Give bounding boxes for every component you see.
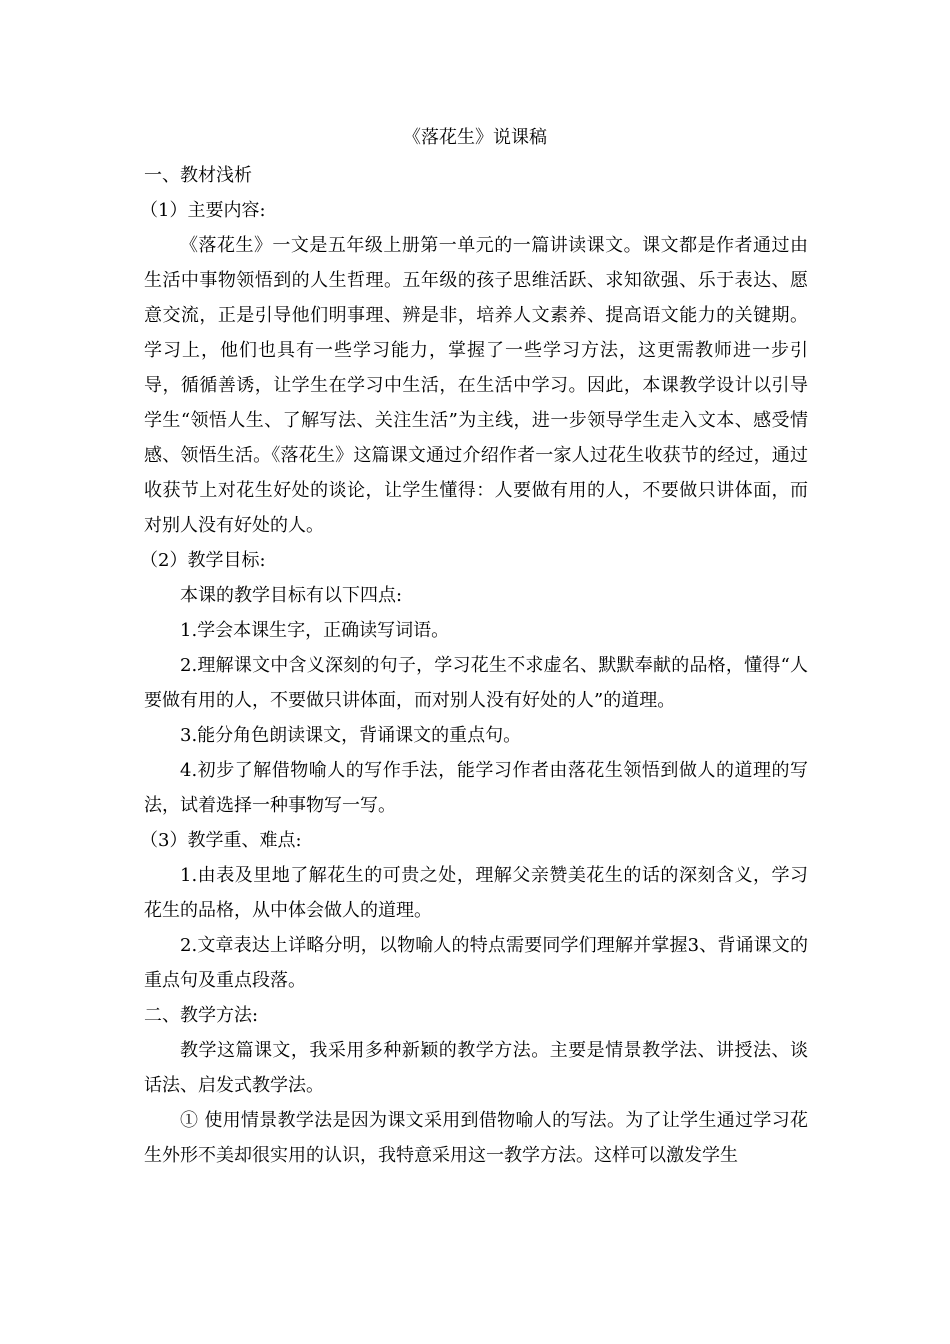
teaching-goal-item: 4.初步了解借物喻人的写作手法，能学习作者由落花生领悟到做人的道理的写法，试着选择一种事物写一写。 [144,760,808,816]
main-content-paragraph: 《落花生》一文是五年级上册第一单元的一篇讲读课文。课文都是作者通过由生活中事物领悟到的人生哲理。五年级的孩子思维活跃、求知欲强、乐于表达、愿意交流，正是引导他们明事理、辨是非，培养人文素养、提高语文能力的关键期。学习上，他们也具有一些学习能力，掌握了一些学习方法，这更需教师进一步引导，循循善诱，让学生在学习中生活，在生活中学习。因此，本课教学设计以引导学生“领悟人生、了解写法、关注生活”为主线，进一步领导学生走入文本、感受情感、领悟生活。《落花生》这篇课文通过介绍作者一家人过花生收获节的经过，通过收获节上对花生好处的谈论，让学生懂得：人要做有用的人，不要做只讲体面，而对别人没有好处的人。 [144,235,808,536]
teaching-goal-item: 3.能分角色朗读课文，背诵课文的重点句。 [180,725,522,746]
document-title: 《落花生》说课稿 [403,127,547,148]
key-point-item: 1.由表及里地了解花生的可贵之处，理解父亲赞美花生的话的深刻含义，学习花生的品格，从中体会做人的道理。 [144,865,808,921]
teaching-goals-intro: 本课的教学目标有以下四点: [180,585,403,606]
teaching-goal-item: 1.学会本课生字，正确读写词语。 [180,620,450,641]
teaching-goal-item: 2.理解课文中含义深刻的句子，学习花生不求虚名、默默奉献的品格，懂得“人要做有用的人，不要做只讲体面，而对别人没有好处的人”的道理。 [144,655,808,711]
subheading-main-content: （1）主要内容: [140,200,266,221]
subheading-key-points: （3）教学重、难点: [140,830,302,851]
document-body [140,158,808,1173]
section-heading-textbook-analysis: 一、教材浅析 [144,165,252,186]
section-heading-teaching-methods: 二、教学方法: [144,1005,259,1026]
subheading-teaching-goals: （2）教学目标: [140,550,266,571]
key-point-item: 2.文章表达上详略分明，以物喻人的特点需要同学们理解并掌握3、背诵课文的重点句及重点段落。 [144,935,808,991]
teaching-method-detail-paragraph: ① 使用情景教学法是因为课文采用到借物喻人的写法。为了让学生通过学习花生外形不美却很实用的认识，我特意采用这一教学方法。这样可以激发学生 [144,1110,808,1166]
teaching-methods-paragraph: 教学这篇课文，我采用多种新颖的教学方法。主要是情景教学法、讲授法、谈话法、启发式教学法。 [144,1040,808,1096]
